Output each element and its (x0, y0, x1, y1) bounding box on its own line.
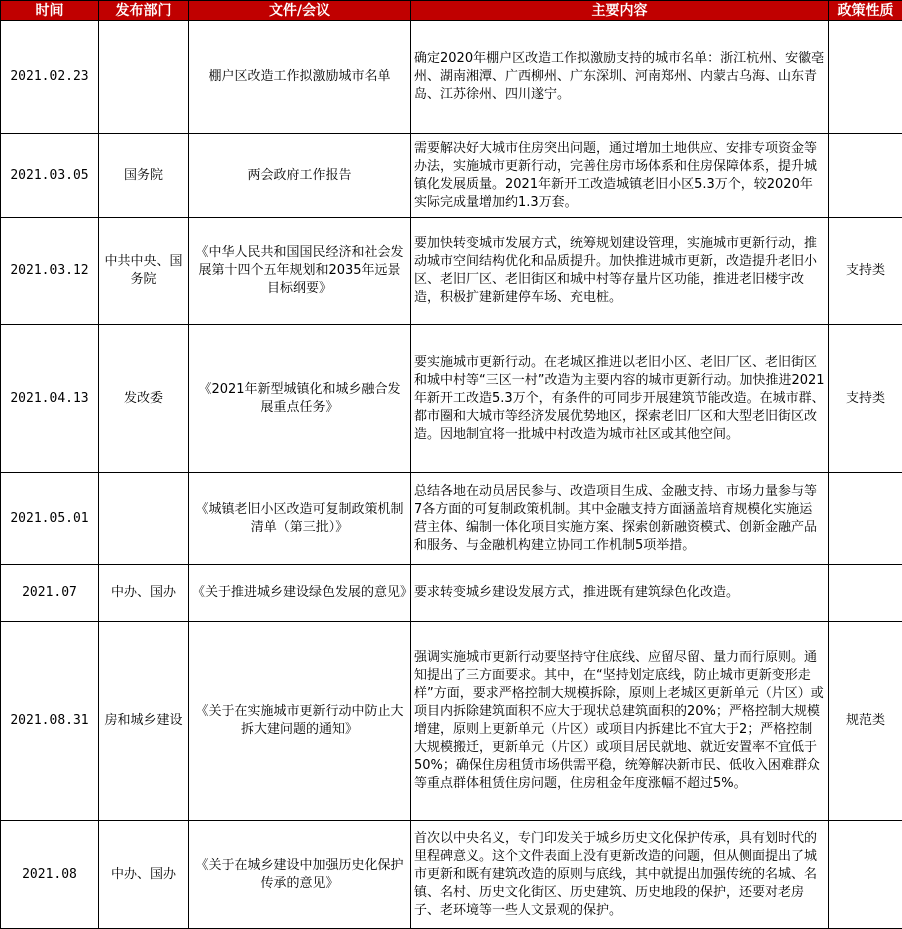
row-department (99, 21, 189, 134)
row-nature (829, 21, 902, 134)
table-row (1, 134, 902, 218)
row-nature: 支持类 (829, 325, 902, 473)
row-department: 发改委 (99, 325, 189, 473)
row-department (99, 473, 189, 565)
row-document: 《关于在实施城市更新行动中防止大拆大建问题的通知》 (189, 622, 411, 821)
table-row (1, 622, 902, 821)
row-document: 《关于在城乡建设中加强历史化保护传承的意见》 (189, 821, 411, 929)
header-content: 主要内容 (411, 1, 829, 21)
header-nature: 政策性质 (829, 1, 902, 21)
row-nature (829, 473, 902, 565)
row-department: 房和城乡建设 (99, 622, 189, 821)
row-date: 2021.03.12 (1, 218, 99, 325)
row-nature (829, 565, 902, 622)
table-row (1, 325, 902, 473)
table-row (1, 821, 902, 929)
row-date: 2021.05.01 (1, 473, 99, 565)
table-row (1, 473, 902, 565)
row-department: 国务院 (99, 134, 189, 218)
row-content: 总结各地在动员居民参与、改造项目生成、金融支持、市场力量参与等7各方面的可复制政策机制。其中金融支持方面涵盖培育规模化实施运营主体、编制一体化项目实施方案、探索创新融资模式、创新金融产品和服务、与金融机构建立协同工作机制5项举措。 (411, 473, 829, 565)
row-content: 首次以中央名义，专门印发关于城乡历史文化保护传承，具有划时代的里程碑意义。这个文件表面上没有更新改造的问题，但从侧面提出了城市更新和既有建筑改造的原则与底线，其中就提出加强传统的名城、名镇、名村、历史文化街区、历史建筑、历史地段的保护，还要对老房子、老环境等一些人文景观的保护。 (411, 821, 829, 929)
row-document: 《中华人民共和国国民经济和社会发展第十四个五年规划和2035年远景目标纲要》 (189, 218, 411, 325)
row-nature (829, 134, 902, 218)
row-date: 2021.07 (1, 565, 99, 622)
row-nature (829, 821, 902, 929)
row-document: 《城镇老旧小区改造可复制政策机制清单（第三批）》 (189, 473, 411, 565)
table-row (1, 218, 902, 325)
row-document: 棚户区改造工作拟激励城市名单 (189, 21, 411, 134)
row-content: 要实施城市更新行动。在老城区推进以老旧小区、老旧厂区、老旧街区和城中村等“三区一村”改造为主要内容的城市更新行动。加快推进2021年新开工改造5.3万个，有条件的可同步开展建筑节能改造。在城市群、都市圈和大城市等经济发展优势地区，探索老旧厂区和大型老旧街区改造。因地制宜将一批城中村改造为城市社区或其他空间。 (411, 325, 829, 473)
row-content: 需要解决好大城市住房突出问题，通过增加土地供应、安排专项资金等办法，实施城市更新行动，完善住房市场体系和住房保障体系，提升城镇化发展质量。2021年新开工改造城镇老旧小区5.3万个，较2020年实际完成量增加约1.3万套。 (411, 134, 829, 218)
row-content: 强调实施城市更新行动要坚持守住底线、应留尽留、量力而行原则。通知提出了三方面要求。其中，在“坚持划定底线，防止城市更新变形走样”方面，要求严格控制大规模拆除，原则上老城区更新单元（片区）或项目内拆除建筑面积不应大于现状总建筑面积的20%；严格控制大规模增建，原则上更新单元（片区）或项目内拆建比不宜大于2；严格控制大规模搬迁，更新单元（片区）或项目居民就地、就近安置率不宜低于50%；确保住房租赁市场供需平稳，统筹解决新市民、低收入困难群众等重点群体租赁住房问题，住房租金年度涨幅不超过5%。 (411, 622, 829, 821)
header-date: 时间 (1, 1, 99, 21)
row-department: 中办、国办 (99, 565, 189, 622)
row-date: 2021.08 (1, 821, 99, 929)
row-date: 2021.04.13 (1, 325, 99, 473)
row-content: 要求转变城乡建设发展方式，推进既有建筑绿色化改造。 (411, 565, 829, 622)
row-date: 2021.03.05 (1, 134, 99, 218)
row-document: 两会政府工作报告 (189, 134, 411, 218)
row-document: 《关于推进城乡建设绿色发展的意见》 (189, 565, 411, 622)
row-date: 2021.08.31 (1, 622, 99, 821)
row-department: 中共中央、国务院 (99, 218, 189, 325)
row-content: 要加快转变城市发展方式，统筹规划建设管理，实施城市更新行动，推动城市空间结构优化和品质提升。加快推进城市更新，改造提升老旧小区、老旧厂区、老旧街区和城中村等存量片区功能，推进老旧楼宇改造，积极扩建新建停车场、充电桩。 (411, 218, 829, 325)
header-row (1, 1, 902, 21)
header-document: 文件/会议 (189, 1, 411, 21)
table-row (1, 565, 902, 622)
table-row (1, 21, 902, 134)
row-date: 2021.02.23 (1, 21, 99, 134)
row-nature: 支持类 (829, 218, 902, 325)
row-content: 确定2020年棚户区改造工作拟激励支持的城市名单：浙江杭州、安徽亳州、湖南湘潭、广西柳州、广东深圳、河南郑州、内蒙古乌海、山东青岛、江苏徐州、四川遂宁。 (411, 21, 829, 134)
row-document: 《2021年新型城镇化和城乡融合发展重点任务》 (189, 325, 411, 473)
row-department: 中办、国办 (99, 821, 189, 929)
row-nature: 规范类 (829, 622, 902, 821)
header-department: 发布部门 (99, 1, 189, 21)
